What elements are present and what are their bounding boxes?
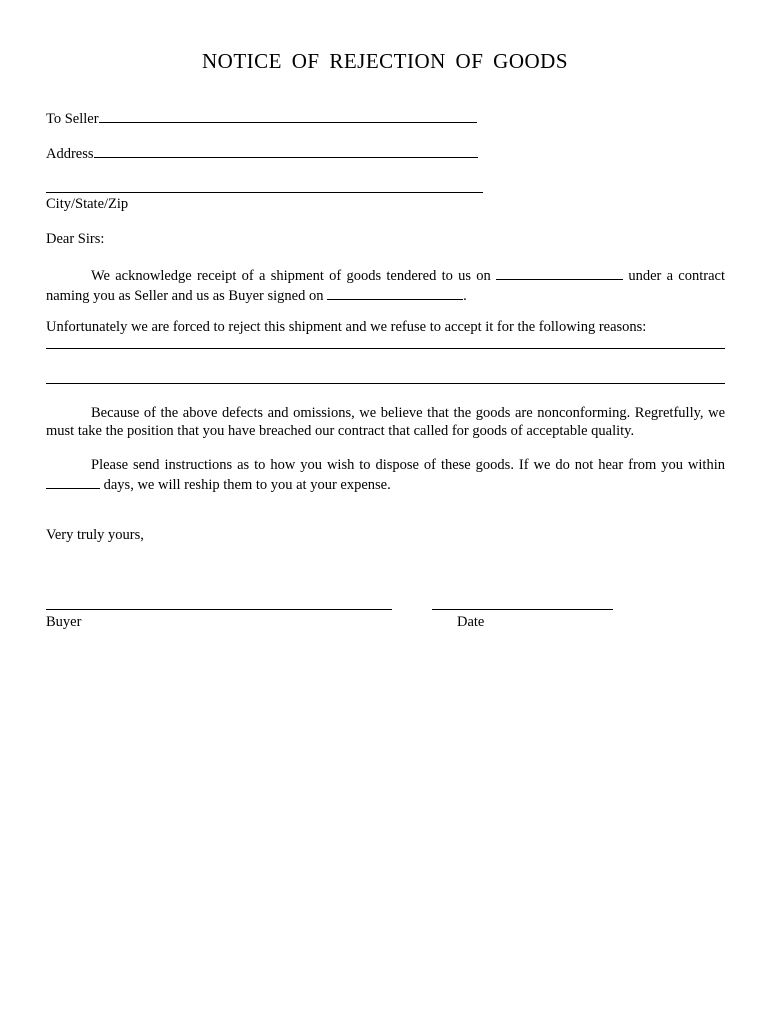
buyer-signature-line[interactable] xyxy=(46,609,392,610)
buyer-label: Buyer xyxy=(46,614,82,630)
reason-line-1[interactable] xyxy=(46,348,725,349)
shipment-date-field[interactable] xyxy=(496,265,623,280)
nonconforming-paragraph xyxy=(46,404,725,440)
to-seller-row xyxy=(46,108,477,128)
disposal-text-2: days, we will reship them to you at your expense. xyxy=(103,477,391,493)
salutation: Dear Sirs: xyxy=(46,231,105,247)
address-row xyxy=(46,143,478,163)
acknowledgement-text-1: We acknowledge receipt of a shipment of goods tendered to us on xyxy=(91,268,491,284)
document-title: NOTICE OF REJECTION OF GOODS xyxy=(201,49,568,73)
nonconforming-text: Because of the above defects and omissions, we believe that the goods are nonconforming. Regretfully, we must take the position that you have breached our contract that called for goods of acceptable quality. xyxy=(46,405,725,439)
disposal-instructions-paragraph xyxy=(46,456,725,494)
city-state-zip-label: City/State/Zip xyxy=(46,196,129,212)
acknowledgement-paragraph xyxy=(46,265,725,305)
date-label: Date xyxy=(457,614,485,630)
acknowledgement-text-end: . xyxy=(463,288,467,304)
contract-signed-date-field[interactable] xyxy=(327,285,463,300)
city-state-zip-field[interactable] xyxy=(46,192,483,193)
days-field[interactable] xyxy=(46,474,100,489)
date-signature-line[interactable] xyxy=(432,609,613,610)
disposal-text-1: Please send instructions as to how you wish to dispose of these goods. If we do not hear from you within xyxy=(91,457,725,473)
reasons-intro: Unfortunately we are forced to reject this shipment and we refuse to accept it for the following reasons: xyxy=(46,319,647,335)
closing: Very truly yours, xyxy=(46,527,144,543)
address-field[interactable] xyxy=(94,143,478,158)
reason-line-2[interactable] xyxy=(46,383,725,384)
to-seller-field[interactable] xyxy=(99,108,477,123)
to-seller-label: To Seller xyxy=(46,111,99,127)
acknowledgement-text-2: under a contract naming you as Seller and us as Buyer signed on xyxy=(46,268,725,304)
address-label: Address xyxy=(46,146,94,162)
